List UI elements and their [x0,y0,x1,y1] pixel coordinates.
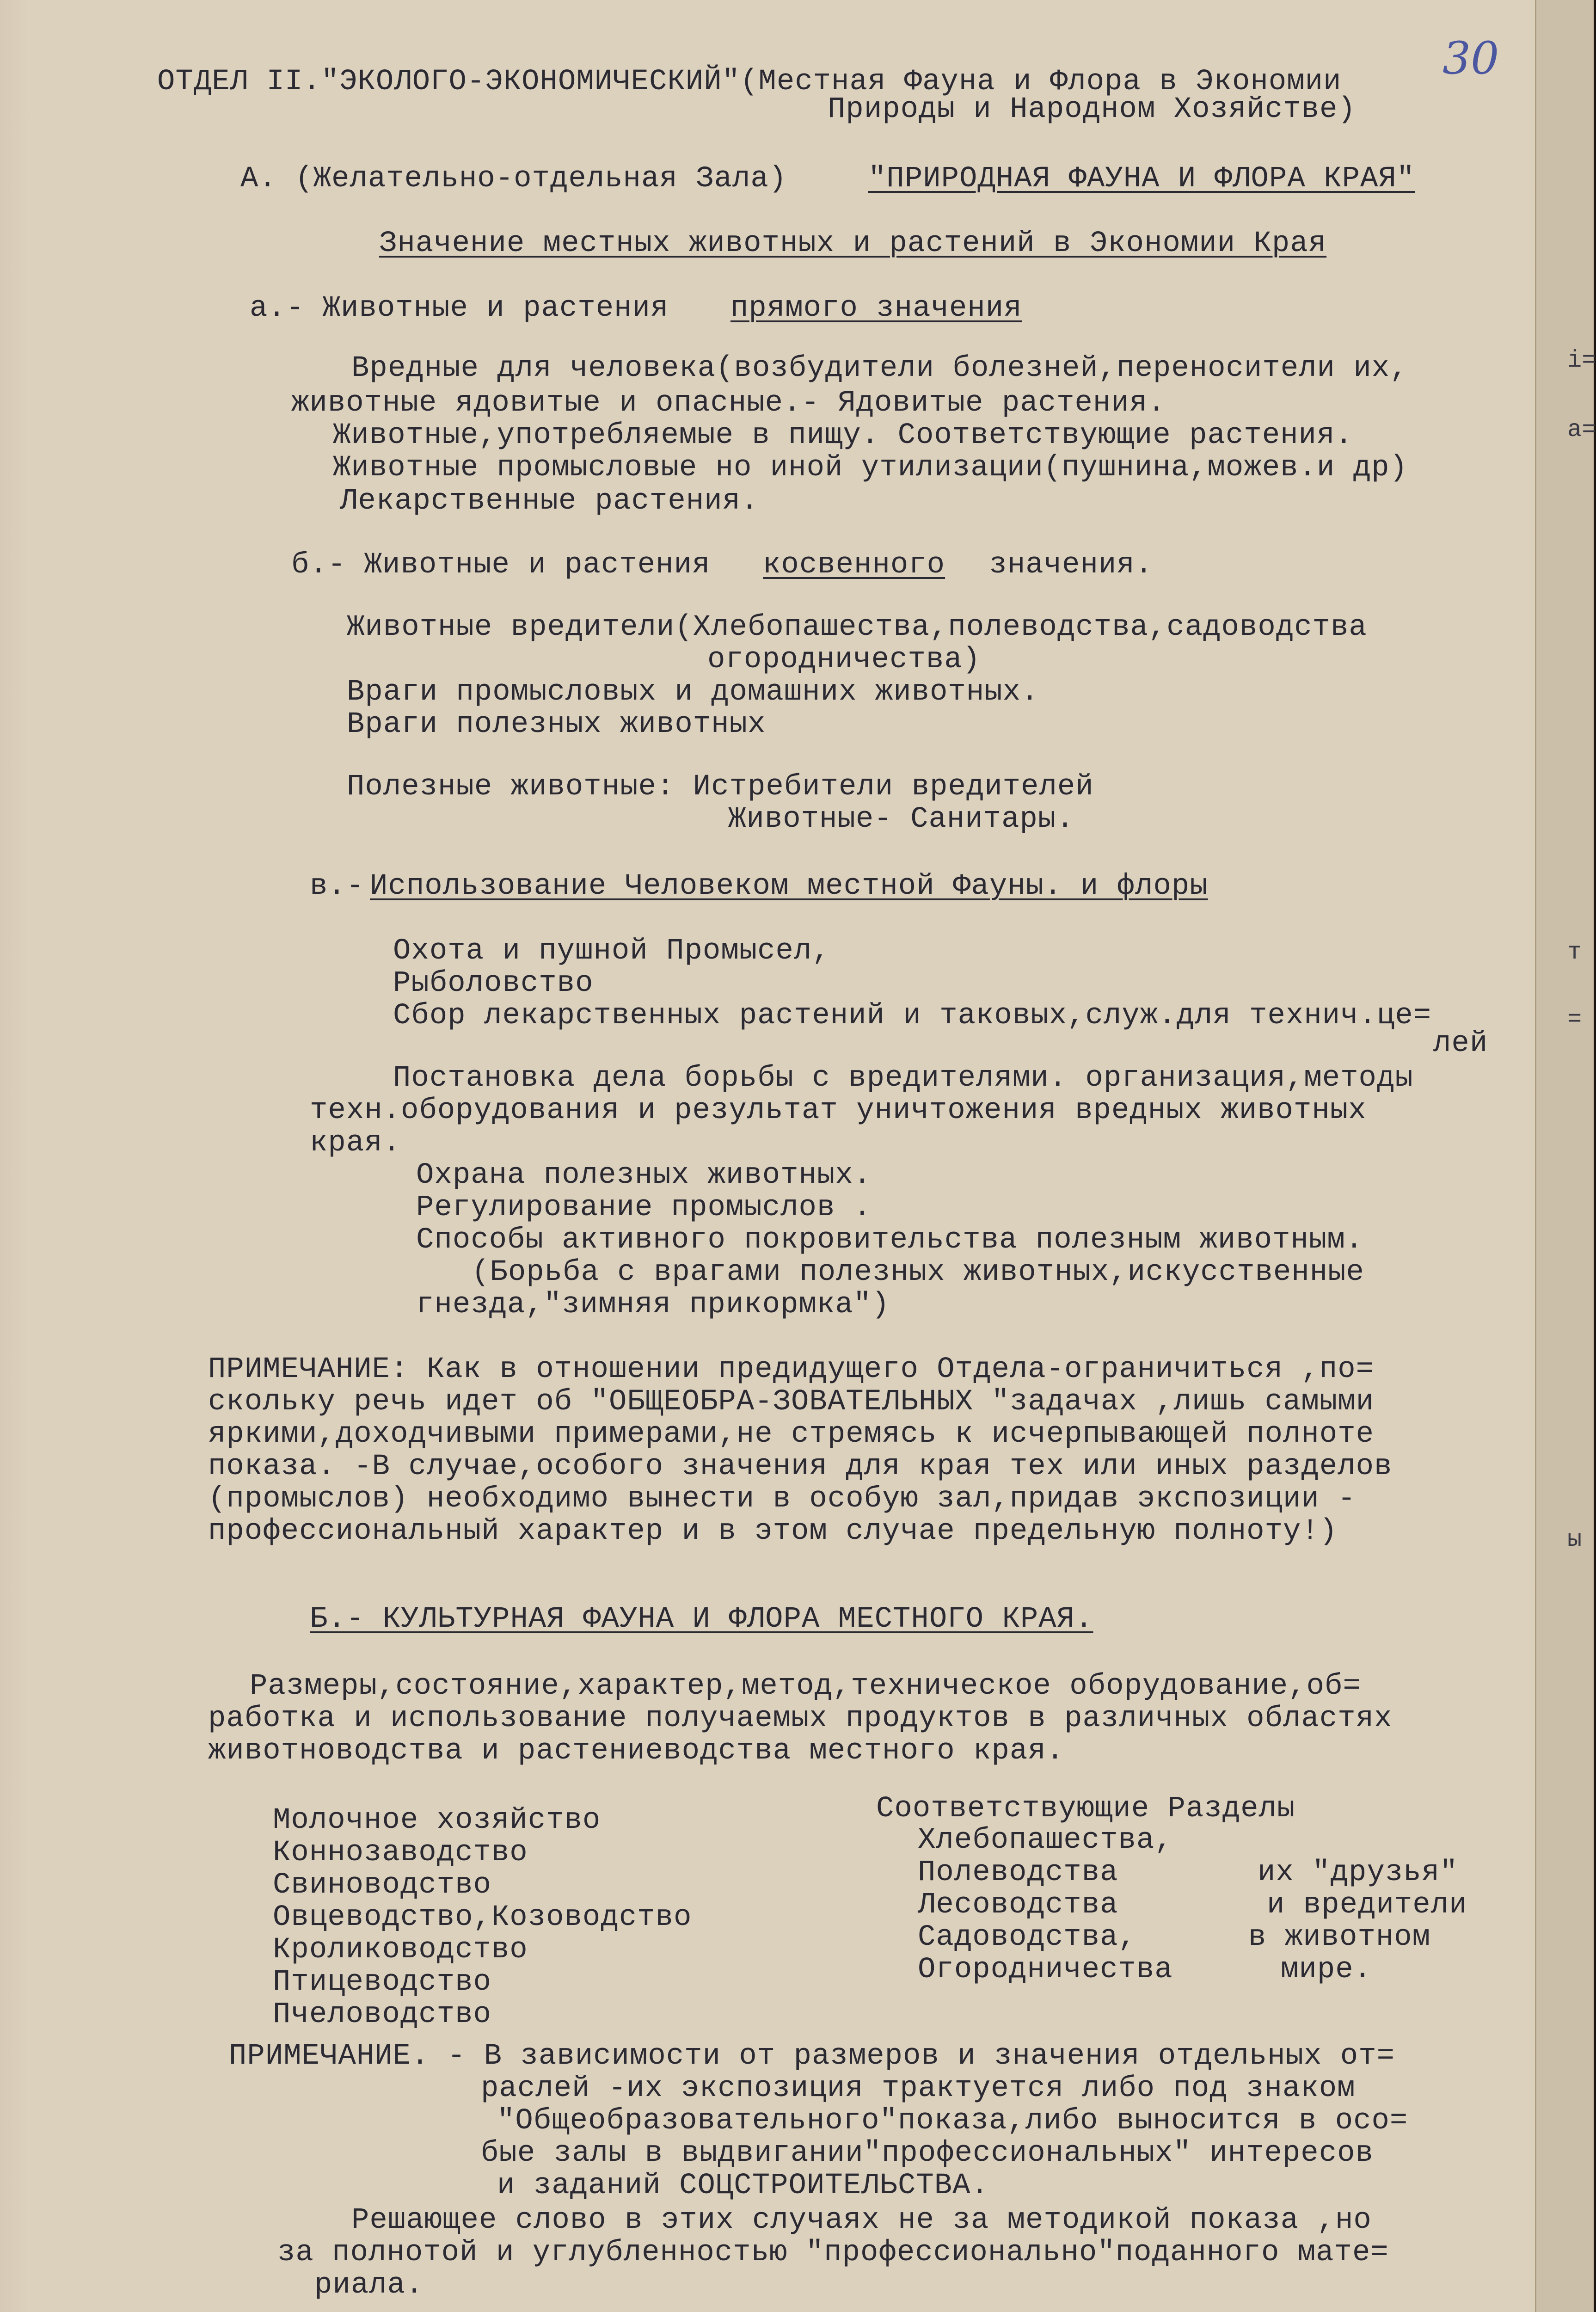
text-line: Природы и Народном Хозяйстве) [828,93,1356,126]
text-line: Лекарственные растения. [340,485,759,518]
text-line: прямого значения [730,292,1022,325]
text-line: огородничества) [707,643,981,676]
text-line: гнезда,"зимняя прикормка") [416,1288,890,1322]
text-line: "ПРИРОДНАЯ ФАУНА И ФЛОРА КРАЯ" [868,162,1415,196]
text-line: значения. [971,548,1154,582]
text-line: ОТДЕЛ II."ЭКОЛОГО-ЭКОНОМИЧЕСКИЙ"(Местная Фауна и Флора в Экономии [157,65,1342,98]
margin-mark: т [1567,939,1582,966]
text-line: края. [310,1126,401,1160]
text-line: их "друзья" [1258,1856,1458,1889]
text-line: б.- Животные и растения [291,548,729,582]
text-line: Хлебопашества, [918,1824,1173,1857]
text-line: Б.- КУЛЬТУРНАЯ ФАУНА И ФЛОРА МЕСТНОГО КРАЯ. [310,1603,1093,1636]
text-line: в животном [1248,1921,1431,1954]
text-line: Животные- Санитары. [728,803,1074,836]
text-line: Полезные животные: Истребители вредителей [347,770,1094,804]
text-line: Регулирование промыслов . [416,1191,872,1224]
text-line: Враги полезных животных [347,708,766,741]
text-line: Охрана полезных животных. [416,1159,872,1192]
text-line: показа. -В случае,особого значения для края тех или иных разделов [208,1450,1393,1483]
text-line: Коннозаводство [273,1836,528,1869]
margin-mark: = [1567,1006,1582,1033]
margin-mark: ы [1567,1526,1582,1553]
page-number: 30 [1443,32,1499,84]
margin-mark: і= [1567,347,1596,374]
text-line: мире. [1281,1953,1372,1986]
text-line: и заданий СОЦСТРОИТЕЛЬСТВА. [497,2169,989,2202]
text-line: (Борьба с врагами полезных животных,искусственные [472,1256,1364,1289]
text-line: и вредители [1267,1888,1467,1922]
text-line: животные ядовитые и опасные.- Ядовитые растения. [291,387,1166,420]
text-line: Решающее слово в этих случаях не за методикой показа ,но [351,2204,1372,2237]
margin-mark: а= [1567,416,1596,443]
text-line: Птицеводство [273,1966,491,1999]
text-line: Лесоводства [918,1888,1118,1922]
text-line: лей [1433,1027,1488,1060]
text-line: Садоводства, [918,1921,1136,1954]
text-line: Овцеводство,Козоводство [273,1901,692,1934]
text-line: Значение местных животных и растений в Экономии Края [379,227,1327,260]
text-line: яркими,доходчивыми примерами,не стремясь к исчерпывающей полноте [208,1418,1374,1451]
text-line: Способы активного покровительства полезным животным. [416,1224,1364,1257]
text-line: Соответствующие Разделы [876,1792,1295,1826]
text-line: Охота и пушной Промысел, [393,935,830,968]
text-line: скольку речь идет об "ОБЩЕОБРА-ЗОВАТЕЛЬНЫХ "задачах ,лишь самыми [208,1385,1374,1419]
text-line: за полнотой и углубленностью "профессионально"поданного мате= [277,2236,1389,2269]
text-line: А. (Желательно-отдельная Зала) [240,162,787,196]
text-line: (промыслов) необходимо вынести в особую зал,придав экспозиции - [208,1482,1356,1516]
text-line: Животные,употребляемые в пищу. Соответствующие растения. [333,419,1353,452]
text-line: Размеры,состояние,характер,метод,техническое оборудование,об= [250,1670,1361,1703]
text-line: Полеводства [918,1856,1118,1889]
text-line: бые залы в выдвигании"професcиональных" интересов [481,2137,1374,2170]
text-line: ПРИМЕЧАНИЕ: Как в отношении предидущего Отдела-ограничиться ,по= [208,1353,1374,1386]
text-line: Постановка дела борьбы с вредителями. организация,методы [393,1062,1413,1095]
text-line: раслей -их экспозиция трактуется либо под знаком [481,2072,1356,2105]
text-line: риала. [314,2269,424,2302]
text-line: Животные вредители(Хлебопашества,полеводства,садоводства [347,611,1367,644]
text-line: животноводства и растениеводства местного края. [208,1734,1065,1768]
text-line: "Общеобразовательного"показа,либо выносится в осо= [497,2104,1408,2138]
text-line: Пчеловодство [273,1998,491,2031]
text-line: техн.оборудования и результат уничтожения вредных животных [310,1094,1367,1127]
text-line: Рыболовство [393,967,594,1000]
text-line: Свиноводство [273,1869,491,1902]
text-line: профессиональный характер и в этом случае предельную полноту!) [208,1515,1338,1548]
text-line: Огородничества [918,1953,1173,1986]
text-line: ПРИМЕЧАНИЕ. - В зависимости от размеров и значения отдельных от= [229,2040,1395,2073]
text-line: Молочное хозяйство [273,1804,601,1837]
text-line: работка и использование получаемых продуктов в различных областях [208,1702,1393,1735]
text-line: в.- [310,870,365,903]
text-line: Вредные для человека(возбудители болезней,переносители их, [351,352,1408,385]
text-line: Враги промысловых и домашних животных. [347,676,1039,709]
text-line: косвенного [763,548,945,582]
text-line: Использование Человеком местной Фауны. и флоры [370,870,1208,903]
text-line: Животные промысловые но иной утилизации(пушнина,можев.и др) [333,451,1408,485]
text-line: а.- Животные и растения [250,292,687,325]
text-line: Сбор лекарственных растений и таковых,служ.для технич.це= [393,999,1432,1033]
text-line: Кролиководство [273,1933,528,1967]
